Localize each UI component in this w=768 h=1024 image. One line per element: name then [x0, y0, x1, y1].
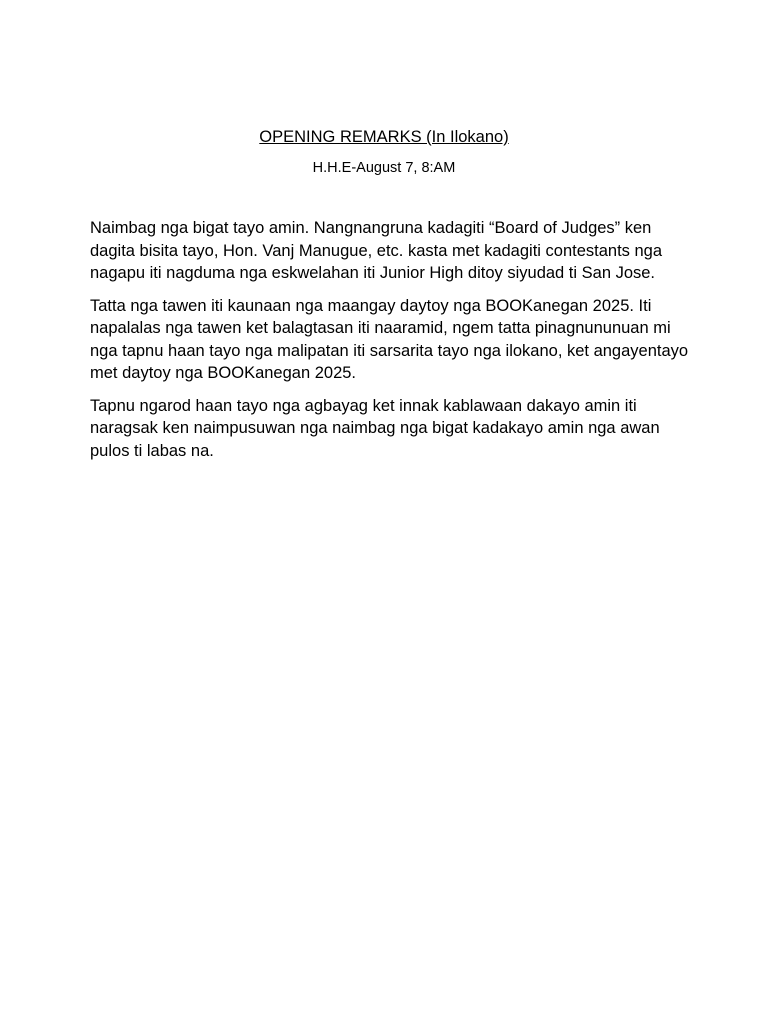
document-subtitle: H.H.E-August 7, 8:AM — [312, 160, 456, 176]
paragraph-1: Naimbag nga bigat tayo amin. Nangnangruna kadagiti “Board of Judges” ken dagita bisita tayo, Hon. Vanj Manugue, etc. kasta met kadagiti contestants nga nagapu iti nagduma nga eskwelahan iti Junior High ditoy siyudad ti San Jose. — [90, 219, 663, 282]
document-body — [90, 217, 690, 472]
document-title: OPENING REMARKS (In Ilokano) — [259, 128, 509, 146]
paragraph-3: Tapnu ngarod haan tayo nga agbayag ket innak kablawaan dakayo amin iti naragsak ken naimpusuwan nga naimbag nga bigat kadakayo amin nga awan pulos ti labas na. — [90, 396, 660, 460]
paragraph-2: Tatta nga tawen iti kaunaan nga maangay daytoy nga BOOKanegan 2025. Iti napalalas nga tawen ket balagtasan iti naaramid, ngem tatta pinagnununuan mi nga tapnu haan tayo nga malipatan iti sarsarita tayo nga ilokano, ket angayentayo met daytoy nga BOOKanegan 2025. — [90, 296, 689, 382]
